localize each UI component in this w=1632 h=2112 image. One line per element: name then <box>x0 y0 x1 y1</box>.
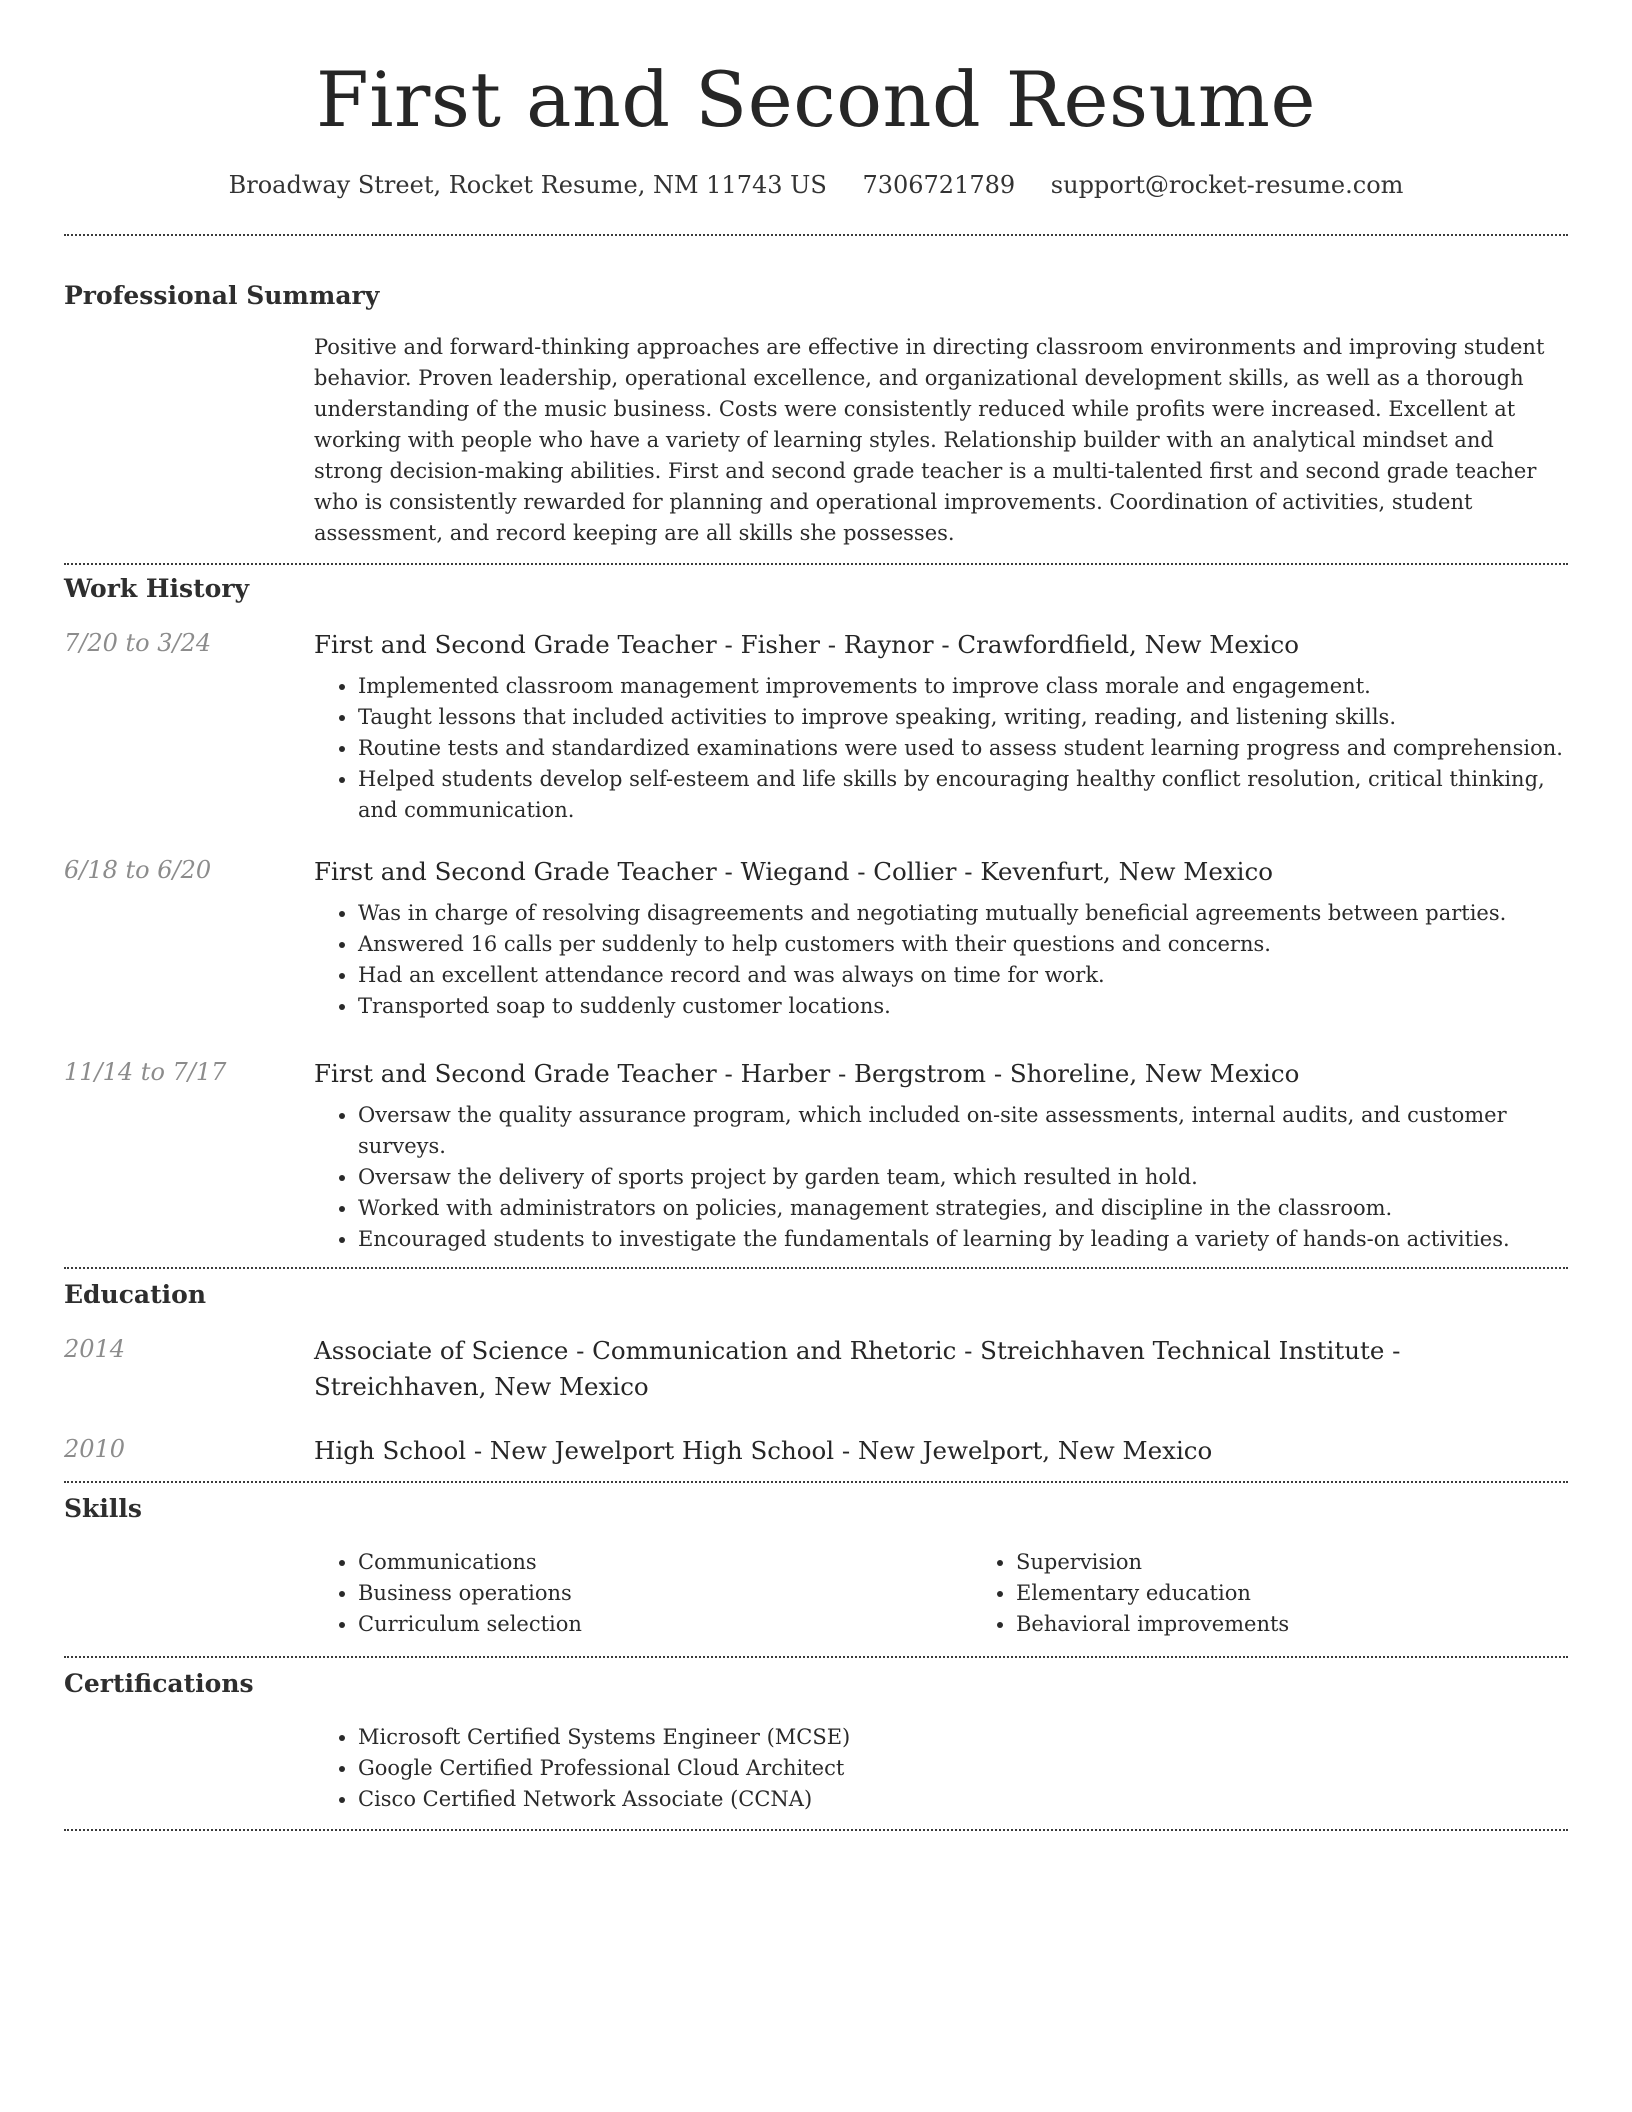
divider <box>64 563 1568 565</box>
section-title-work: Work History <box>64 574 250 603</box>
education-heading <box>314 1433 1568 1469</box>
resume-header <box>64 0 1568 200</box>
divider <box>64 1829 1568 1831</box>
list-item: • Routine tests and standardized examinations were used to assess student learning progress and comprehension. <box>358 733 1568 764</box>
education-entry <box>64 1333 1568 1405</box>
divider <box>64 1481 1568 1483</box>
list-item: • Helped students develop self-esteem and life skills by encouraging healthy conflict resolution, critical thinking, and communication. <box>358 764 1568 826</box>
list-item: • Communications <box>358 1547 972 1578</box>
work-history-section <box>64 573 1568 1255</box>
list-item: • Implemented classroom management improvements to improve class morale and engagement. <box>358 671 1568 702</box>
section-title-skills: Skills <box>64 1494 142 1523</box>
section-title-certifications: Certifications <box>64 1669 254 1698</box>
job-bullets <box>314 671 1568 826</box>
job-entry <box>64 854 1568 1022</box>
list-item: • Microsoft Certified Systems Engineer (MCSE) <box>358 1722 1568 1753</box>
education-heading <box>314 1333 1568 1405</box>
job-dates: 6/18 to 6/20 <box>64 856 212 884</box>
job-entry <box>64 627 1568 826</box>
job-bullets <box>314 898 1568 1022</box>
list-item: • Taught lessons that included activities to improve speaking, writing, reading, and listening skills. <box>358 702 1568 733</box>
list-item: • Encouraged students to investigate the fundamentals of learning by leading a variety of hands-on activities. <box>358 1224 1568 1255</box>
list-item: • Supervision <box>1016 1547 1630 1578</box>
certifications-list <box>314 1722 1568 1815</box>
summary-text: Positive and forward-thinking approaches are effective in directing classroom environments and improving student behavior. Proven leadership, operational excellence, and organizational development skills, as well as a thorough understanding of the music business. Costs were consistently reduced while profits were increased. Excellent at working with people who have a variety of learning styles. Relationship builder with an analytical mindset and strong decision-making abilities. First and second grade teacher is a multi-talented first and second grade teacher who is consistently rewarded for planning and operational improvements. Coordination of activities, student assessment, and record keeping are all skills she possesses. <box>314 335 1545 545</box>
list-item: • Business operations <box>358 1578 972 1609</box>
list-item: • Worked with administrators on policies, management strategies, and discipline in the classroom. <box>358 1193 1568 1224</box>
summary-section <box>64 280 1568 549</box>
list-item: • Elementary education <box>1016 1578 1630 1609</box>
section-title-education: Education <box>64 1280 207 1309</box>
email: support@rocket-resume.com <box>1050 171 1404 199</box>
list-item: • Cisco Certified Network Associate (CCNA) <box>358 1784 1568 1815</box>
list-item: • Curriculum selection <box>358 1609 972 1640</box>
job-dates: 11/14 to 7/17 <box>64 1058 227 1086</box>
address: Broadway Street, Rocket Resume, NM 11743 US <box>228 171 827 199</box>
job-bullets <box>314 1100 1568 1255</box>
divider <box>64 234 1568 236</box>
list-item: • Google Certified Professional Cloud Architect <box>358 1753 1568 1784</box>
education-year: 2014 <box>64 1335 126 1363</box>
job-dates: 7/20 to 3/24 <box>64 629 212 657</box>
divider <box>64 1267 1568 1269</box>
certifications-section <box>64 1668 1568 1815</box>
education-entry <box>64 1433 1568 1469</box>
job-entry <box>64 1056 1568 1255</box>
list-item: • Had an excellent attendance record and was always on time for work. <box>358 960 1568 991</box>
list-item: • Answered 16 calls per suddenly to help customers with their questions and concerns. <box>358 929 1568 960</box>
list-item: • Transported soap to suddenly customer locations. <box>358 991 1568 1022</box>
resume-name: First and Second Resume <box>316 55 1316 144</box>
list-item: • Behavioral improvements <box>1016 1609 1630 1640</box>
degree: High School <box>314 1436 467 1465</box>
education-year: 2010 <box>64 1435 126 1463</box>
institution: - New Jewelport High School - New Jewelport, New Mexico <box>466 1436 1213 1465</box>
skills-list <box>314 1547 1568 1640</box>
list-item: • Was in charge of resolving disagreements and negotiating mutually beneficial agreements between parties. <box>358 898 1568 929</box>
job-heading: First and Second Grade Teacher - Fisher - Raynor - Crawfordfield, New Mexico <box>314 630 1299 659</box>
degree: Associate of Science - Communication and Rhetoric <box>314 1336 957 1365</box>
skills-section <box>64 1493 1568 1640</box>
education-section <box>64 1279 1568 1469</box>
institution: - Streichhaven Technical Institute - Streichhaven, New Mexico <box>314 1336 1401 1401</box>
job-heading: First and Second Grade Teacher - Wiegand - Collier - Kevenfurt, New Mexico <box>314 857 1273 886</box>
list-item: • Oversaw the delivery of sports project by garden team, which resulted in hold. <box>358 1162 1568 1193</box>
list-item: • Oversaw the quality assurance program, which included on-site assessments, internal audits, and customer surveys. <box>358 1100 1568 1162</box>
phone: 7306721789 <box>862 171 1016 199</box>
skills-column-right <box>972 1547 1630 1640</box>
contact-line <box>64 170 1568 200</box>
section-title-summary: Professional Summary <box>64 281 380 310</box>
job-heading: First and Second Grade Teacher - Harber - Bergstrom - Shoreline, New Mexico <box>314 1059 1300 1088</box>
skills-column-left <box>314 1547 972 1640</box>
divider <box>64 1656 1568 1658</box>
